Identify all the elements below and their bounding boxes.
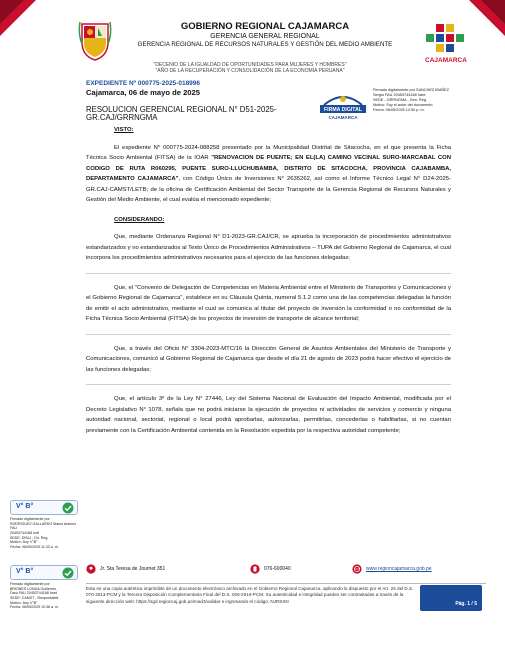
visto-text-c: , con Código Único de Inversiones N° 2635262, así como el Informe Técnico Legal N° D24-2025-GR.CAJ-CAMST/LETB; de la oficina de Certificación Ambiental del Sector Transporte de la Gerencia Regional de Recursos Naturales y Gestión del Medio Ambiente, el cual evalúa el mencionado expediente; (86, 176, 451, 203)
visto-heading: VISTO: (114, 127, 134, 133)
firma-digital-sub: CAJAMARCA (328, 115, 358, 120)
vb-line: SEDE: CAMST - Responsable (10, 596, 59, 601)
vb-line: Motivo: Doy V°B° (10, 600, 38, 605)
vb-line: BRIONES LONGA Guillermo (10, 586, 56, 591)
cajamarca-logo (422, 22, 470, 66)
check-icon (62, 502, 74, 514)
vb-line: Firmado digitalmente por (10, 517, 50, 521)
vb-line: 20453744168 soft (10, 531, 39, 536)
divider (86, 273, 451, 274)
page-number: Pág. 1 / 5 (455, 601, 477, 607)
globe-icon (352, 564, 362, 574)
header-line-3: GERENCIA REGIONAL DE RECURSOS NATURALES Y GESTIÓN DEL MEDIO AMBIENTE (137, 40, 393, 48)
visto-paragraph (86, 143, 451, 206)
firma-line-2: Sergio FAU 20453744168 hard (373, 92, 426, 97)
project-name: "RENOVACION DE PUENTE; EN EL(LA) CAMINO VECINAL SURO-MARCABAL CON CODIGO DE RUTA R060295, PUENTE SURO-LLUCHUBAMBA, DISTRITO DE SITACOCHA, PROVINCIA CAJABAMBA, DEPARTAMENTO CAJAMARCA" (86, 155, 451, 182)
phone-text: 076-600040 (264, 566, 291, 572)
firma-line-4: Motivo: Soy el autor del documento (373, 102, 433, 107)
footer-legal-text: Esta es una copia auténtica imprimible de un documento electrónico archivado en el Gobierno Regional Cajamarca, aplicando lo dispuesto por el Art. 25 del D.S. 070-2013-PCM y la Tercera Disposición Complementaria Final del D.S. 026-2016-PCM. Su autenticidad e integridad pueden ser contrastadas a través de la siguiente dirección web: https://sgd.regioncaj.gob.pe/mad3/validar e ingresando el código: NJRSSN (86, 586, 414, 604)
considerando-paragraph-3: Que, a través del Oficio N° 3304-2023-MTC/16 la Dirección General de Asuntos Ambientales del Ministerio de Transporte y Comunicaciones, comunicó al Gobierno Regional de Cajamarca que desde el día 21 de agosto de 2023 podrá hacer efectivo el ejercicio de las funciones delegadas; (86, 345, 451, 373)
document-date: Cajamarca, 06 de mayo de 2025 (86, 88, 200, 97)
header-line-1: GOBIERNO REGIONAL CAJAMARCA (180, 21, 350, 32)
document-body (86, 125, 451, 445)
vb-stamp-1-details (10, 517, 80, 550)
vb-stamp-1 (10, 500, 80, 550)
vb-label: V° B° (16, 568, 34, 575)
address-text: Jr. Sta Teresa de Journet 351 (100, 566, 166, 572)
vb-line: SEDE: DRAJ - Dir. Reg. (10, 535, 49, 540)
considerando-paragraph-2: Que, el "Convenio de Delegación de Competencias en Materia Ambiental entre el Ministerio de Transportes y Comunicaciones y el Gobierno Regional de Cajamarca", establece en su Cláusula Quinta, numeral 5.1.2 como una de las competencias delegadas la función de emitir el acto administrativo, mediante el cual se comunica al titular del proyecto de inversión la conformidad o no conformidad de la Ficha Técnica Socio Ambiental (FITSA) de los proyectos de inversión de transporte de alcance territorial; (86, 284, 451, 322)
vb-line: Darú FAU 20453744168 hard (10, 591, 57, 596)
expediente-number: EXPEDIENTE Nº 000775-2025-018996 (86, 80, 201, 87)
vb-line: Fecha: 06/05/2025 10:36 a. m. (10, 605, 59, 610)
page-header (0, 0, 505, 82)
header-titles (120, 22, 410, 48)
firma-digital-details (373, 88, 493, 113)
firma-digital-label: FIRMA DIGITAL (323, 107, 363, 114)
vb-line: Fecha: 06/05/2025 11:33 a. m. (10, 545, 59, 550)
divider (86, 334, 451, 335)
cajamarca-logo-text: CAJAMARCA (425, 57, 467, 64)
divider (86, 384, 451, 385)
vb-line: Firmado digitalmente por (10, 582, 50, 586)
page-footer (0, 560, 505, 650)
vb-line: RODRIGUEZ GALLARDO Marco Antonio FAU (10, 521, 77, 531)
footer-divider (86, 583, 486, 584)
motto-2: "AÑO DE LA RECUPERACIÓN Y CONSOLIDACIÓN DE LA ECONOMÍA PERUANA" (155, 68, 345, 75)
firma-line-5: Fecha: 06/05/2025 12:50 p. m. (373, 107, 425, 112)
website-link[interactable]: www.regioncajamarca.gob.pe (366, 566, 432, 572)
footer-website[interactable] (352, 564, 432, 574)
footer-address (86, 564, 165, 574)
footer-phone (250, 564, 291, 574)
considerando-paragraph-1: Que, mediante Ordenanza Regional N° D1-2023-GR.CAJ/CR, se aprueba la incorporación de procedimientos administrativos estandarizados y no estandarizados al Texto Único de Procedimientos Administrativos – TUPA del Gobierno Regional de Cajamarca, el cual incorpora los procedimientos administrativos necesarios para el ejercicio de las funciones delegadas; (86, 234, 451, 261)
location-pin-icon (86, 564, 96, 574)
visto-text-a: El expediente N° 000775-2024-088258 presentado por la Municipalidad Distrital de Sitacocha, en el que presenta la Ficha Técnica Socio Ambiental (FITSA) de la IOAR (86, 144, 451, 161)
phone-icon (250, 564, 260, 574)
resolution-number: RESOLUCION GERENCIAL REGIONAL N° D51-2025-GR.CAJ/GRRNGMA (86, 105, 277, 123)
motto-1: "DECENIO DE LA IGUALDAD DE OPORTUNIDADES PARA MUJERES Y HOMBRES" (153, 62, 347, 68)
coat-of-arms-logo (78, 20, 112, 62)
firma-line-3: SEDE - GRRNGMA - Gen. Reg. (373, 97, 428, 102)
header-mottos (80, 62, 420, 75)
firma-digital-logo (318, 93, 368, 121)
document-identifiers (86, 80, 316, 123)
header-line-2: GERENCIA GENERAL REGIONAL (210, 32, 320, 40)
firma-line-1: Firmado digitalmente por SANCHEZ IBAÑEZ (373, 88, 449, 92)
considerando-heading: CONSIDERANDO: (114, 216, 165, 223)
considerando-paragraph-4: Que, el artículo 3º de la Ley N° 27446, Ley del Sistema Nacional de Evaluación del Impacto Ambiental, modificada por el Decreto Legislativo N° 1078, señala que no podrá iniciarse la ejecución de proyectos ni actividades de servicios y comercio y ninguna autoridad nacional, sectorial, regional o local podrá aprobarlas, autorizarlas, permitirlas, concederlas o habilitarlas, si no cuentan previamente con la Certificación Ambiental contenida en la Resolución expedida por la respectiva autoridad competente; (86, 396, 451, 434)
vb-label: V° B° (16, 503, 34, 510)
page-number-badge (420, 585, 482, 611)
vb-line: Motivo: Doy V°B° (10, 540, 38, 545)
vb-box (10, 500, 78, 515)
